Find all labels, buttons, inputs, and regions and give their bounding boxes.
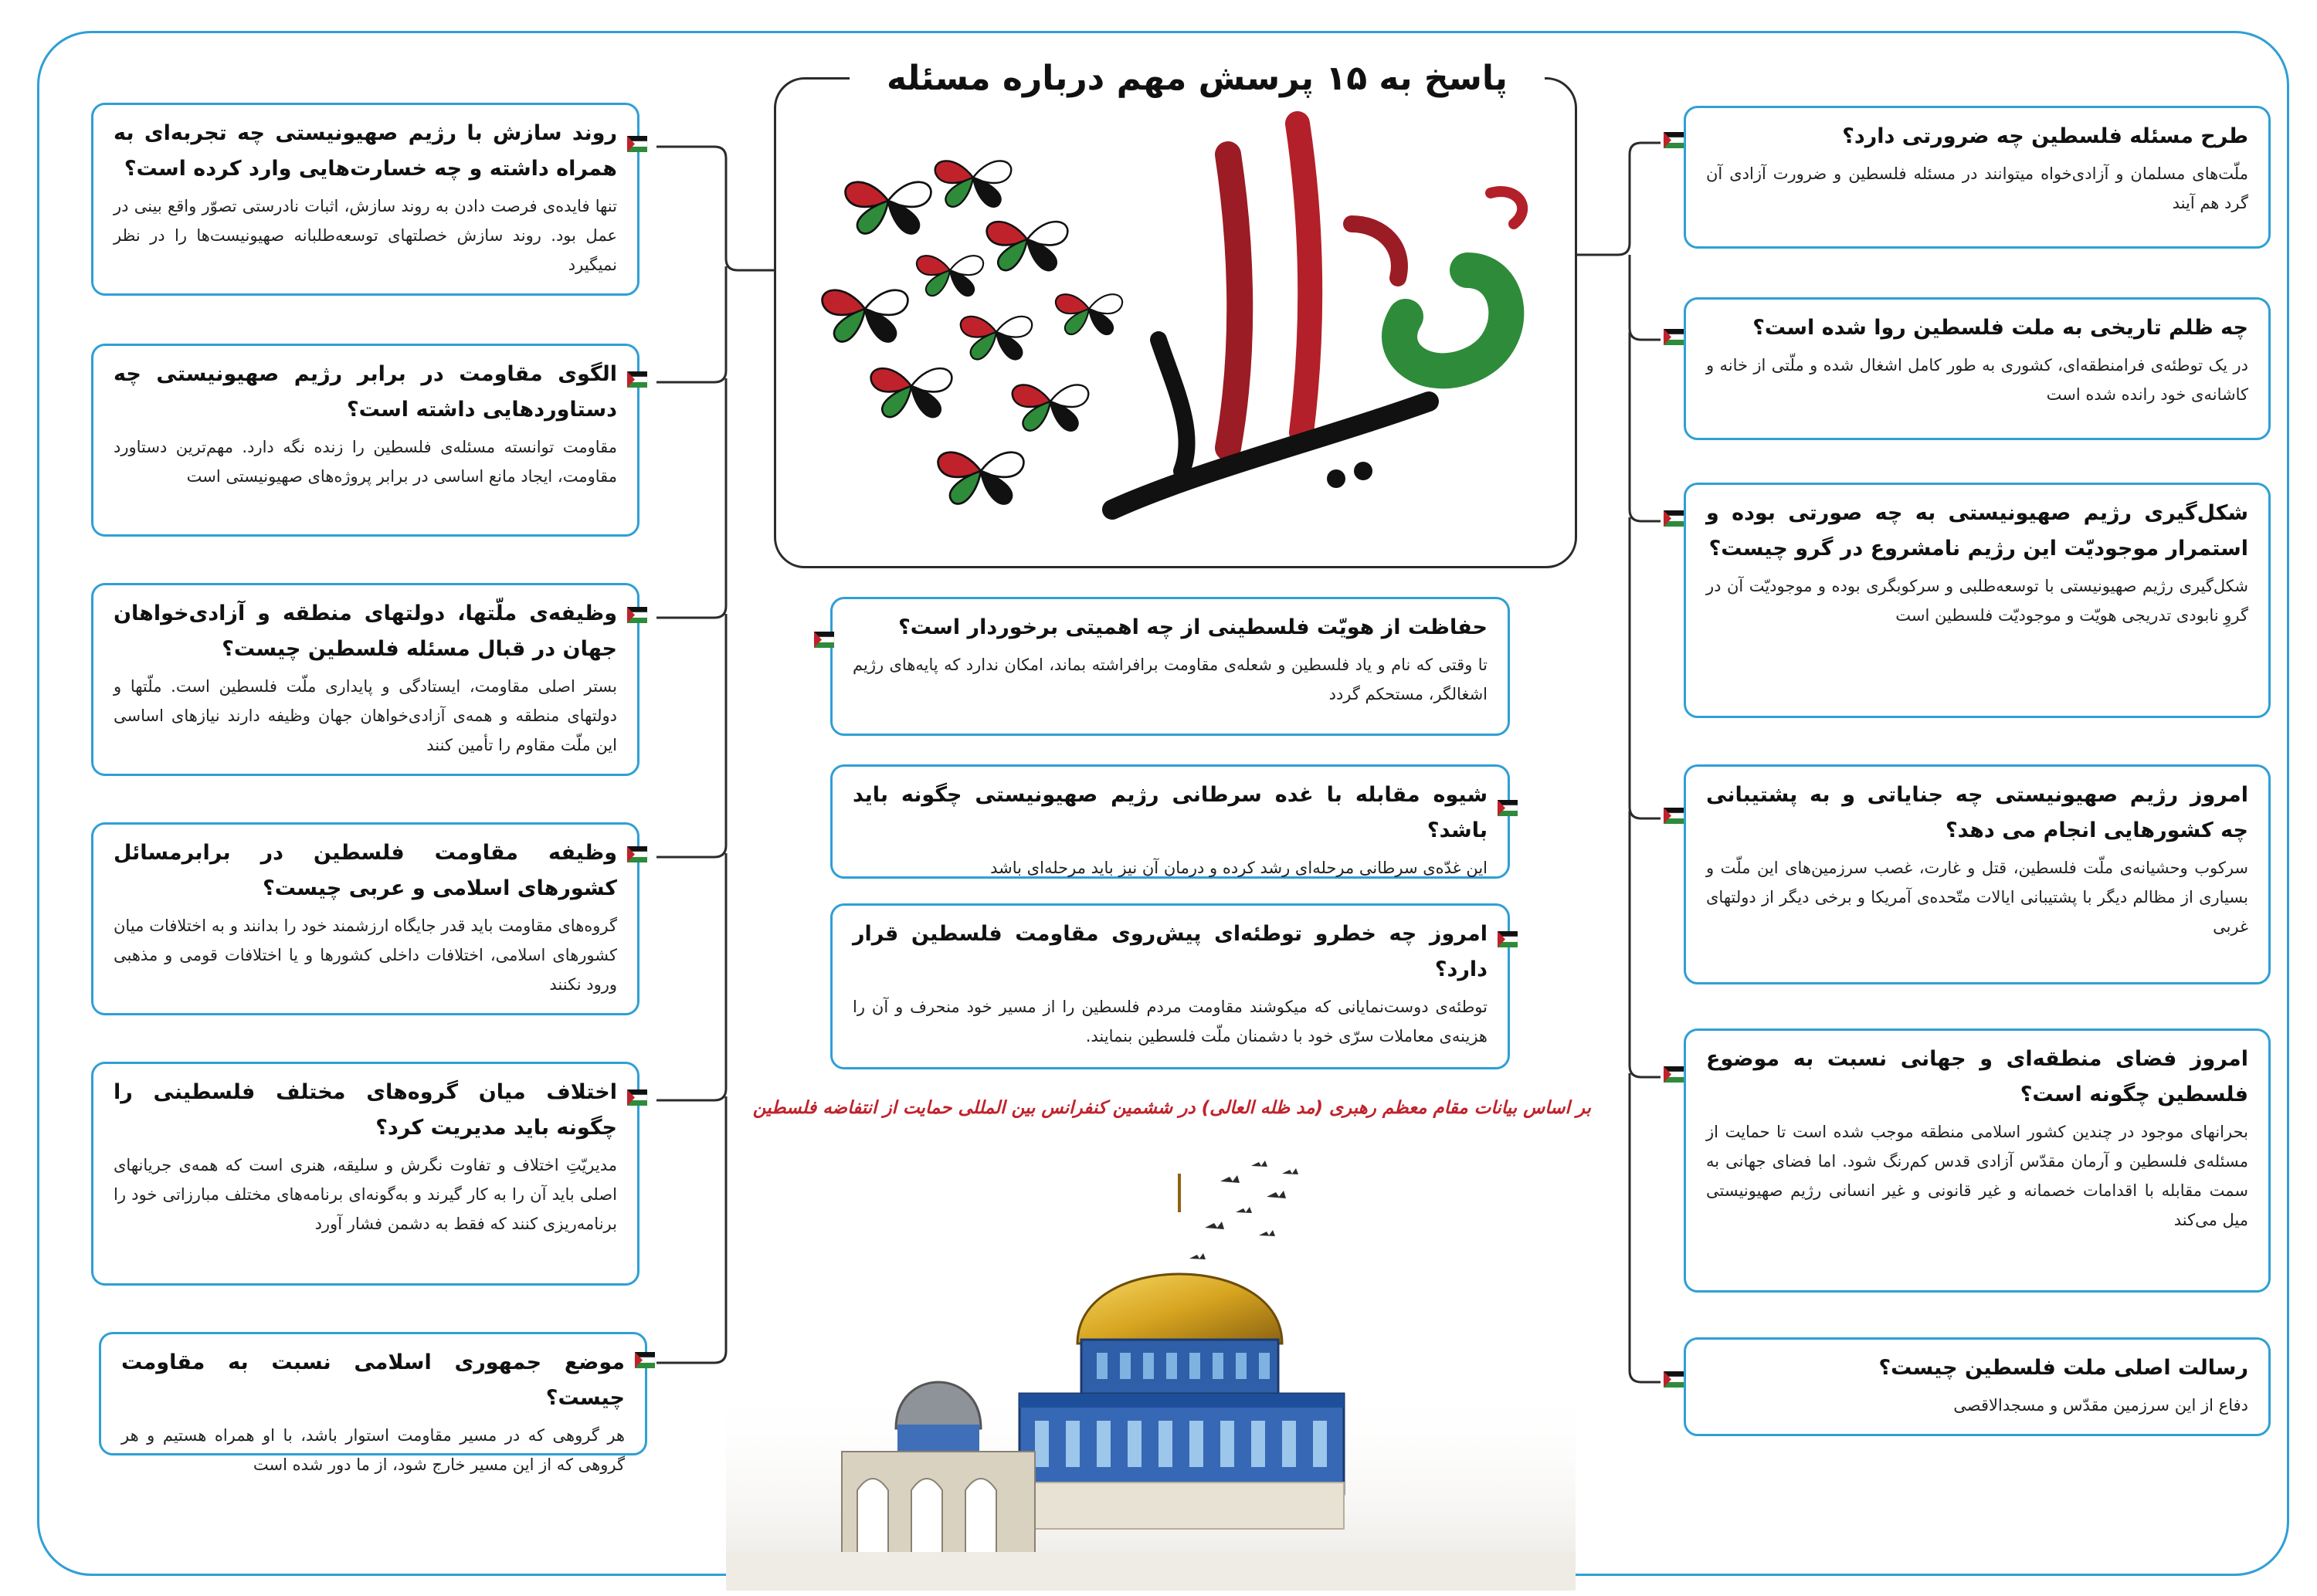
qa-card-right-5 (1684, 1028, 2271, 1293)
flag-icon (624, 842, 655, 873)
birds-group (1189, 1161, 1298, 1259)
flag-icon (1494, 795, 1525, 826)
flag-icon (1661, 324, 1691, 355)
answer-text: تنها فایده‌ی فرصت دادن به روند سازش، اثبات نادرستی تصوّر واقع بینی در عمل بود. روند سازش خصلتهای توسعه‌طلبانه صهیونیست‌ها را در نظر نمیگیرد (114, 197, 617, 274)
answer-text: تا وقتی که نام و یاد فلسطین و شعله‌ی مقاومت برافراشته بماند، امکان ندارد که پایه‌های رژیم اشغالگر، مستحکم گردد (853, 656, 1488, 703)
flag-icon (1494, 927, 1525, 957)
question-text: شکل‌گیری رژیم صهیونیستی به چه صورتی بوده و استمرار موجودیّت این رژیم نامشروع در گرو چیست؟ (1706, 501, 2248, 561)
question-text: موضع جمهوری اسلامی نسبت به مقاومت چیست؟ (121, 1350, 625, 1410)
connector-left-3 (656, 378, 726, 618)
flag-icon (811, 627, 842, 658)
butterfly-icon (823, 290, 908, 342)
connector-left-2 (656, 266, 726, 382)
calligraphy-artwork (796, 108, 1560, 564)
butterfly-icon (935, 161, 1012, 206)
connector-right-2 (1630, 255, 1661, 340)
question-text: امروز فضای منطقه‌ای و جهانی نسبت به موضوع فلسطین چگونه است؟ (1706, 1047, 2248, 1106)
butterfly-icon (871, 368, 952, 417)
qa-card-left-5 (91, 1062, 639, 1286)
qa-card-right-1 (1684, 106, 2271, 249)
flag-icon (1661, 803, 1691, 834)
connector-left-6 (656, 1096, 726, 1363)
butterfly-group (823, 161, 1123, 503)
answer-text: بستر اصلی مقاومت، ایستادگی و پایداری ملّت فلسطین است. ملّتها و دولتهای منطقه و همه‌ی آزادی‌خواهان جهان وظیفه دارند نیازهای اساسی این ملّت مقاوم را تأمین کنند (114, 677, 617, 754)
butterfly-icon (961, 317, 1032, 360)
question-text: روند سازش با رژیم صهیونیستی چه تجربه‌ای به همراه داشته و چه خسارت‌هایی وارد کرده است؟ (114, 121, 617, 181)
connector-left-4 (656, 614, 726, 857)
butterfly-icon (987, 222, 1068, 270)
qa-card-left-4 (91, 822, 639, 1015)
answer-text: گروه‌های مقاومت باید قدر جایگاه ارزشمند خود را بدانند و به اختلافات میان کشورهای اسلامی، اختلافات داخلی کشورها و یا اختلافات قومی و مذهبی ورود نکنند (114, 917, 617, 994)
qa-card-left-1 (91, 103, 639, 296)
question-text: حفاظت از هویّت فلسطینی از چه اهمیتی برخوردار است؟ (898, 615, 1488, 639)
qa-card-left-3 (91, 583, 639, 776)
answer-text: هر گروهی که در مسیر مقاومت استوار باشد، با او همراه هستیم و هر گروهی که از این مسیر خارج شود، از ما دور شده است (121, 1426, 625, 1474)
qa-card-center-1 (830, 597, 1510, 736)
flag-icon (624, 1085, 655, 1116)
connector-right-3 (1630, 332, 1661, 521)
answer-text: دفاع از این سرزمین مقدّس و مسجدالاقصی (1953, 1396, 2248, 1415)
qa-card-center-3 (830, 903, 1510, 1069)
answer-text: در یک توطئه‌ی فرامنطقه‌ای، کشوری به طور کامل اشغال شده و ملّتی از خانه و کاشانه‌ی خود رانده شده است (1706, 356, 2248, 404)
connector-right-5 (1630, 811, 1661, 1077)
dome-of-the-rock-illustration (726, 1150, 1576, 1591)
qa-card-left-6 (99, 1332, 647, 1474)
answer-text: ملّت‌های مسلمان و آزادی‌خواه میتوانند در مسئله فلسطین و ضرورت آزادی آن گرد هم آیند (1706, 164, 2248, 212)
answer-text: سرکوب وحشیانه‌ی ملّت فلسطین، قتل و غارت، غصب سرزمین‌های این ملّت و بسیاری از مظالم دیگر با پشتیبانی ایالات متّحده‌ی آمریکا و برخی دیگر از دولتهای غربی (1706, 859, 2248, 936)
answer-text: توطئه‌ی دوست‌نمایانی که میکوشند مقاومت مردم فلسطین را از مسیر خود منحرف و آن را هزینه‌ی معاملات سرّی خود با دشمنان ملّت فلسطین بنمایند. (853, 998, 1488, 1045)
source-note: بر اساس بیانات مقام معظم رهبری (مد ظله العالی) در ششمین کنفرانس بین المللی حمایت از انتفاضه فلسطین (752, 1098, 1591, 1118)
question-text: رسالت اصلی ملت فلسطین چیست؟ (1878, 1356, 2248, 1380)
calligraphy-letters (1112, 124, 1522, 510)
question-text: طرح مسئله فلسطین چه ضرورتی دارد؟ (1842, 124, 2248, 148)
question-text: وظیفه‌ی ملّتها، دولتهای منطقه و آزادی‌خواهان جهان در قبال مسئله فلسطین چیست؟ (114, 601, 617, 661)
connector-left-5 (656, 853, 726, 1100)
answer-text: مقاومت توانسته مسئله‌ی فلسطین را زنده نگه دارد. مهم‌ترین دستاورد مقاومت، ایجاد مانع اساسی در برابر پروژه‌های صهیونیستی است (114, 438, 617, 486)
butterfly-icon (846, 182, 931, 234)
flag-icon (624, 131, 655, 162)
flag-icon (1661, 127, 1691, 158)
flag-icon (1661, 1367, 1691, 1398)
qa-card-right-3 (1684, 483, 2271, 718)
flag-icon (632, 1347, 663, 1378)
question-text: چه ظلم تاریخی به ملت فلسطین روا شده است؟ (1752, 316, 2248, 340)
answer-text: شکل‌گیری رژیم صهیونیستی با توسعه‌طلبی و سرکوبگری بوده و موجودیّت آن در گروِ نابودی تدریجی هویّت و موجودیّت فلسطین است (1706, 577, 2248, 625)
flag-icon (624, 602, 655, 633)
qa-card-right-6 (1684, 1337, 2271, 1436)
connector-left-1 (656, 147, 774, 270)
question-text: اختلاف میان گروه‌های مختلف فلسطینی را چگونه باید مدیریت کرد؟ (114, 1080, 617, 1140)
qa-card-center-2 (830, 764, 1510, 879)
answer-text: بحرانهای موجود در چندین کشور اسلامی منطقه موجب شده است تا حمایت از مسئله‌ی فلسطین و آرمان مقدّس آزادی قدس کم‌رنگ شود. اما فضای جهانی به سمت مقابله با اقدامات خصمانه و غیر قانونی و غیر انسانی رژیم صهیونیستی میل می‌کند (1706, 1123, 2248, 1229)
question-text: شیوه مقابله با غده سرطانی رژیم صهیونیستی چگونه باید باشد؟ (853, 783, 1488, 842)
answer-text: مدیریّتِ اختلاف و تفاوت نگرش و سلیقه، هنری است که همه‌ی جریانهای اصلی باید آن را به کار گیرند و به‌گونه‌ای برنامه‌های مختلف مبارزاتی خود را برنامه‌ریزی کنند که فقط به دشمن فشار آورد (114, 1156, 617, 1233)
butterfly-icon (938, 452, 1024, 504)
qa-card-left-2 (91, 344, 639, 537)
qa-card-right-2 (1684, 297, 2271, 440)
page-title: پاسخ به ۱۵ پرسش مهم درباره مسئله (850, 54, 1545, 103)
question-text: امروز چه خطرو توطئه‌ای پیش‌روی مقاومت فلسطین قرار دارد؟ (853, 922, 1488, 981)
butterfly-icon (1013, 385, 1089, 430)
question-text: امروز رژیم صهیونیستی چه جنایاتی و به پشتیبانی چه کشورهایی انجام می دهد؟ (1706, 783, 2248, 842)
answer-text: این غدّه‌ی سرطانی مرحله‌ای رشد کرده و درمان آن نیز باید مرحله‌ای باشد (990, 859, 1488, 877)
flag-icon (1661, 506, 1691, 537)
qa-card-right-4 (1684, 764, 2271, 984)
butterfly-icon (1056, 294, 1122, 334)
flag-icon (624, 367, 655, 398)
question-text: وظیفه مقاومت فلسطین در برابرمسائل کشورهای اسلامی و عربی چیست؟ (114, 841, 617, 900)
connector-right-6 (1630, 1073, 1661, 1382)
question-text: الگوی مقاومت در برابر رژیم صهیونیستی چه دستاوردهایی داشته است؟ (114, 362, 617, 422)
connector-right-4 (1630, 517, 1661, 818)
butterfly-icon (917, 256, 983, 296)
flag-icon (1661, 1062, 1691, 1093)
